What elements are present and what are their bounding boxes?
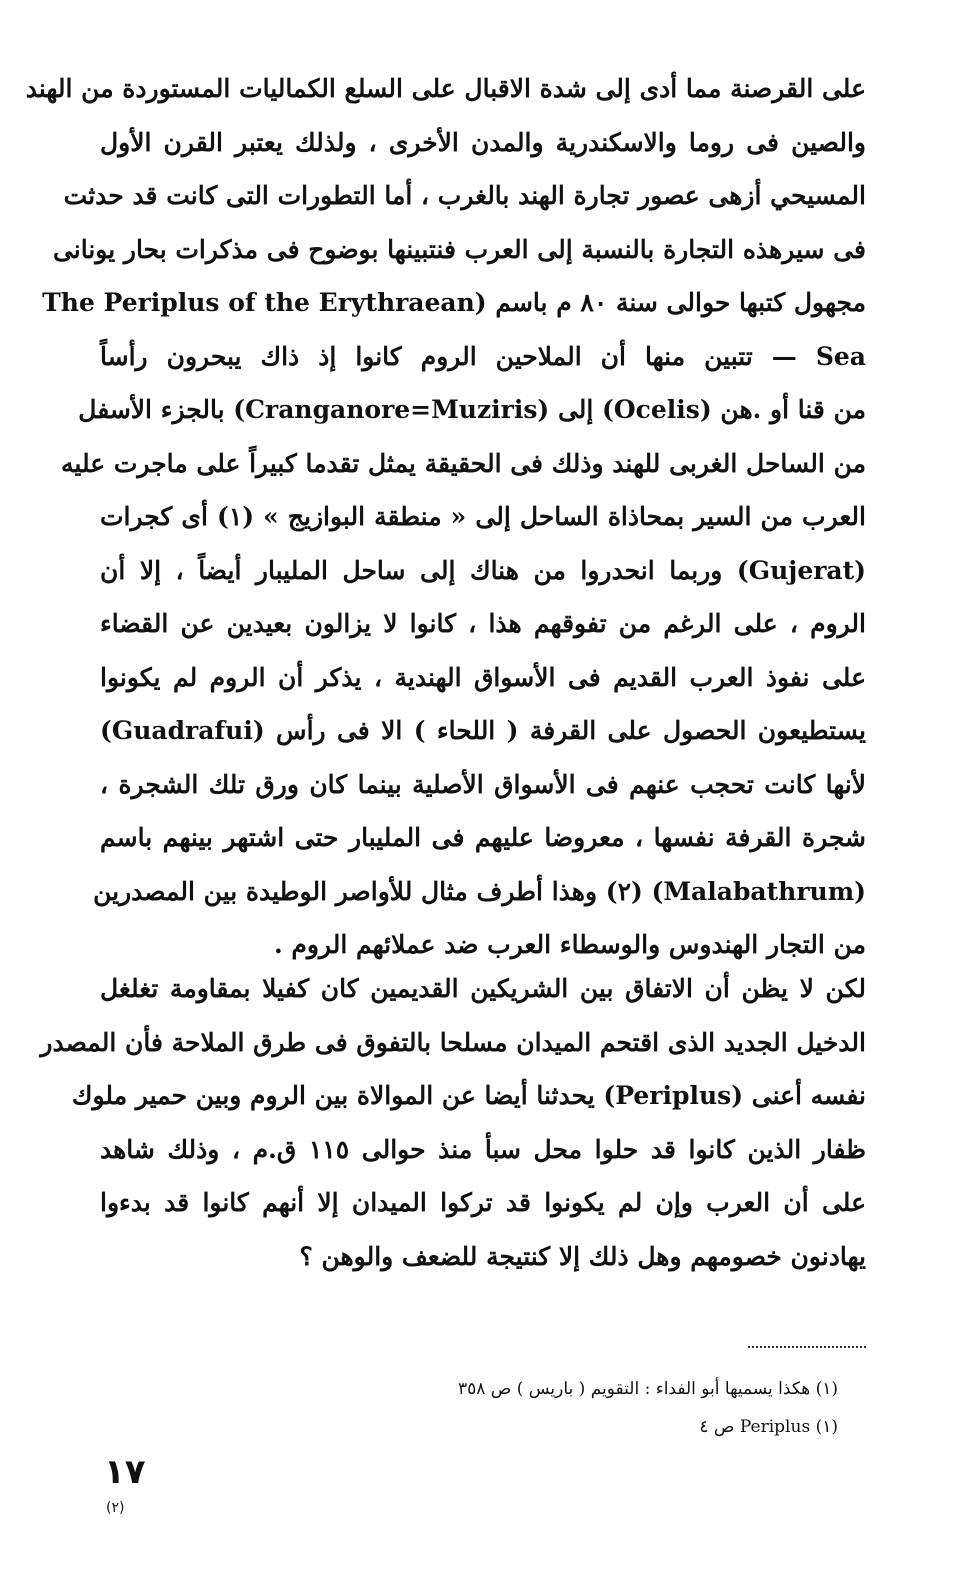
text-line: فى سيرهذه التجارة بالنسبة إلى العرب فنتبينها بوضوح فى مذكرات بحار يونانى: [52, 234, 866, 264]
text-line: يستطيعون الحصول على القرفة ( اللحاء ) الا فى رأس (Guadrafui): [100, 716, 866, 745]
text-line: شجرة القرفة نفسها ، معروضا عليهم فى المليبار حتى اشتهر بينهم باسم: [100, 823, 866, 852]
text-line: على القرصنة مما أدى إلى شدة الاقبال على السلع الكماليات المستوردة من الهند: [25, 74, 866, 103]
text-line: ظفار الذين كانوا قد حلوا محل سبأ منذ حوالى ١١٥ ق.م ، وذلك شاهد: [100, 1134, 867, 1164]
text-line: لأنها كانت تحجب عنهم فى الأسواق الأصلية بينما كان ورق تلك الشجرة ،: [100, 769, 866, 799]
text-line: على نفوذ العرب القديم فى الأسواق الهندية ، يذكر أن الروم لم يكونوا: [100, 662, 866, 692]
paragraph-1: [25, 62, 866, 972]
text-line: من قنا أو .هن (Ocelis) إلى (Cranganore=Muziris) بالجزء الأسفل: [78, 395, 866, 424]
text-line: الدخيل الجديد الذى اقتحم الميدان مسلحا بالتفوق فى طرق الملاحة فأن المصدر: [40, 1027, 866, 1057]
text-line: لكن لا يظن أن الاتفاق بين الشريكين القديمين كان كفيلا بمقاومة تغلغل: [100, 974, 866, 1003]
text-line: من الساحل الغربى للهند وذلك فى الحقيقة يمثل تقدما كبيراً على ماجرت عليه: [61, 448, 866, 478]
text-line: العرب من السير بمحاذاة الساحل إلى « منطقة البوازيج » (١) أى كجرات: [100, 502, 866, 531]
text-line: المسيحي أزهى عصور تجارة الهند بالغرب ، أما التطورات التى كانت قد حدثت: [63, 181, 866, 210]
footnote-1: (١) هكذا يسميها أبو الفداء : التقويم ( باريس ) ص ٣٥٨: [457, 1379, 838, 1399]
text-line: من التجار الهندوس والوسطاء العرب ضد عملائهم الروم .: [273, 930, 866, 959]
text-line: على أن العرب وإن لم يكونوا قد تركوا الميدان إلا أنهم كانوا قد بدءوا: [100, 1188, 866, 1217]
footnote-separator: [748, 1346, 866, 1348]
text-line: الروم ، على الرغم من تفوقهم هذا ، كانوا لا يزالون بعيدين عن القضاء: [100, 609, 866, 638]
text-line: يهادنون خصومهم وهل ذلك إلا كنتيجة للضعف والوهن ؟: [299, 1241, 866, 1271]
text-line: Sea — تتبين منها أن الملاحين الروم كانوا إذ ذاك يبحرون رأساً: [100, 341, 866, 371]
text-line: نفسه أعنى (Periplus) يحدثنا أيضا عن الموالاة بين الروم وبين حمير ملوك: [71, 1081, 866, 1110]
text-line: (Gujerat) وربما انحدروا من هناك إلى ساحل المليبار أيضاً ، إلا أن: [100, 555, 866, 585]
signature-mark: (٢): [106, 1500, 125, 1516]
page-number: ١٧: [104, 1452, 146, 1492]
text-line: والصين فى روما والاسكندرية والمدن الأخرى ، ولذلك يعتبر القرن الأول: [100, 127, 866, 157]
paragraph-2: [40, 962, 867, 1283]
text-line: (Malabathrum) (٢) وهذا أطرف مثال للأواصر الوطيدة بين المصدرين: [93, 876, 866, 906]
footnote-2: (١) Periplus ص ٤: [699, 1417, 838, 1437]
text-line: مجهول كتبها حوالى سنة ٨٠ م باسم (The Periplus of the Erythraean: [42, 288, 866, 317]
footnotes: [278, 1370, 838, 1446]
